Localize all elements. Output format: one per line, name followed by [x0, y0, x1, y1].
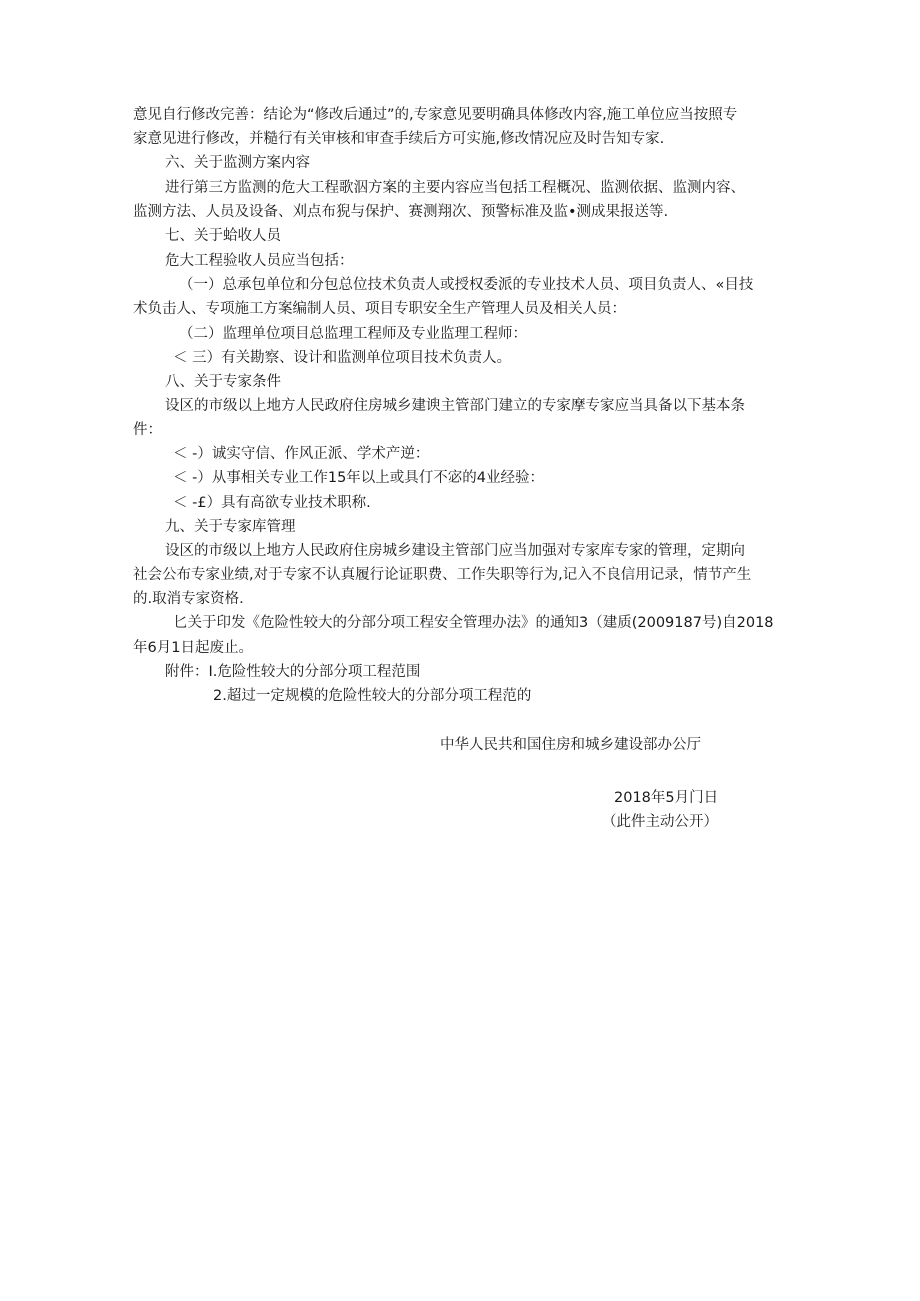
- section-heading: 八、关于专家条件: [165, 374, 281, 390]
- body-text-line: 设区的市级以上地方人民政府住房城乡建设主管部门应当加强对专家库专家的管理，定期向: [165, 543, 745, 559]
- publicity-note: （此件主动公开）: [602, 814, 718, 830]
- body-text-line: 监测方法、人员及设备、刈点布猊与保护、赛测翔次、预警标准及监•测成果报送等.: [133, 204, 669, 220]
- list-item-line: （一）总承包单位和分包总位技术负责人或授权委派的专业技术人员、项目负责人、«目技: [179, 277, 754, 293]
- attachment-line: 附件：I.危险性较大的分部分项工程范围: [165, 664, 421, 680]
- body-text-line: 危大工程验收人员应当包括：: [165, 253, 354, 269]
- attachment-line: 2.超过一定规模的危险性较大的分部分项工程范的: [213, 688, 532, 704]
- body-text-line: 件：: [133, 422, 162, 438]
- body-text-line: 社会公布专家业绩,对于专家不认真履行论证职费、工作失职等行为,记入不良信用记录，情节产生: [133, 567, 752, 583]
- issue-date: 2018年5月门日: [614, 790, 719, 806]
- body-text-line: 家意见进行修改，并糙行有关审核和审查手续后方可实施,修改情况应及时告知专家.: [133, 131, 665, 147]
- body-text-line: 的.取消专家资格.: [133, 591, 244, 607]
- body-text-line: 年6月1日起废止。: [133, 640, 253, 656]
- list-item-line: ＜ 三）有关勘察、设计和监测单位项目技术负责人。: [173, 350, 512, 366]
- list-item-line: ＜ -）诚实守信、作风正派、学术产逆：: [173, 446, 430, 462]
- body-text-line: 意见自行修改完善：结论为“修改后通过”的,专家意见要明确具体修改内容,施工单位应当按照专: [133, 107, 738, 123]
- issuer-signature: 中华人民共和国住房和城乡建设部办公厅: [440, 737, 701, 753]
- section-heading: 九、关于专家库管理: [165, 519, 296, 535]
- section-heading: 七、关于蛤收人员: [165, 228, 281, 244]
- body-text-line: 匕关于印发《危险性较大的分部分项工程安全管理办法》的通知3（建质(2009187号)自2018: [173, 615, 774, 631]
- section-heading: 六、关于监测方案内容: [165, 155, 310, 171]
- body-text-line: 设区的市级以上地方人民政府住房城乡建谀主管部门建立的专家摩专家应当具备以下基本条: [165, 398, 745, 414]
- body-text-line: 术负击人、专项施工方案编制人员、项目专职安全生产管理人员及相关人员：: [133, 301, 626, 317]
- body-text-line: 进行第三方监测的危大工程歌泅方案的主要内容应当包括工程概况、监测依据、监测内容、: [165, 180, 745, 196]
- list-item-line: ＜ -£）具有高欲专业技术职称.: [173, 495, 371, 511]
- list-item-line: （二）监理单位项目总监理工程师及专业监理工程师：: [179, 326, 527, 342]
- list-item-line: ＜ -）从事相关专业工作15年以上或具仃不宓的4业经验：: [173, 470, 545, 486]
